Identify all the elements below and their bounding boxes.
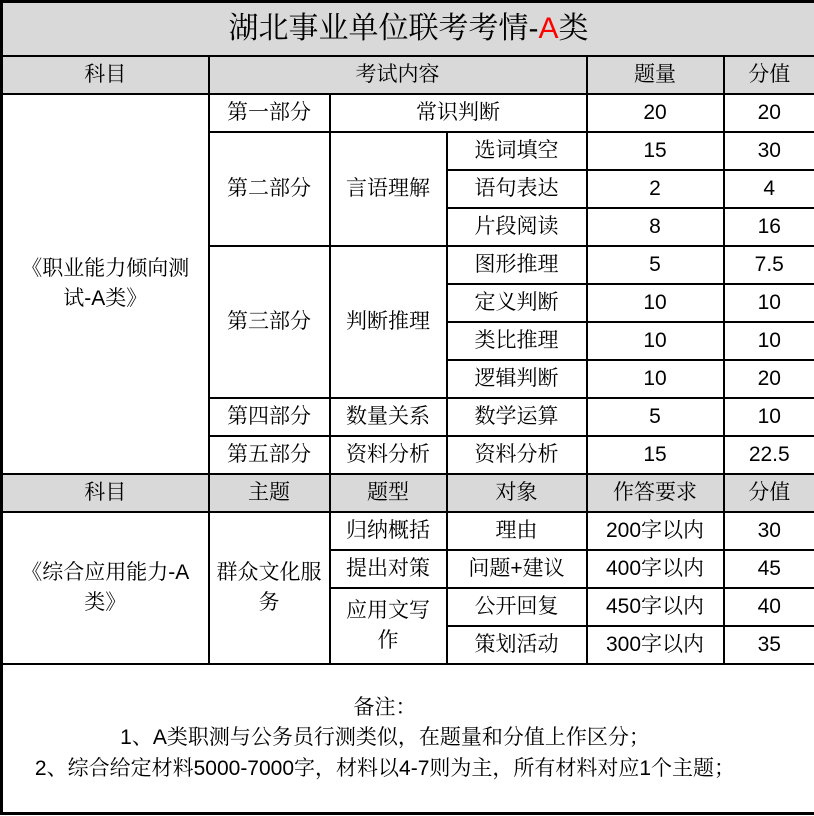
table1-qty-cell: 10 (587, 322, 724, 360)
table1-score-cell: 30 (724, 132, 814, 170)
table1-score-cell: 20 (724, 360, 814, 398)
table2-object-cell: 理由 (447, 512, 587, 550)
table2-object-cell: 问题+建议 (447, 550, 587, 588)
table1-module-cell: 常识判断 (330, 94, 587, 132)
table1-part-cell: 第二部分 (209, 132, 330, 246)
table2-header-row (2, 474, 814, 512)
table-row (2, 94, 814, 132)
table2-requirement-cell: 400字以内 (587, 550, 724, 588)
note-item-1: 1、A类职测与公务员行测类似，在题量和分值上作区分； (120, 726, 650, 750)
table2-type-cell: 归纳概括 (330, 512, 447, 550)
table1-module-cell: 资料分析 (330, 436, 447, 474)
table1-module-cell: 言语理解 (330, 132, 447, 246)
table2-object-cell: 公开回复 (447, 588, 587, 626)
table-row (2, 2, 814, 57)
table1-sub-cell: 类比推理 (447, 322, 587, 360)
table1-sub-cell: 图形推理 (447, 246, 587, 284)
table1-score-cell: 16 (724, 208, 814, 246)
table1-header-score: 分值 (724, 56, 814, 94)
table2-requirement-cell: 300字以内 (587, 626, 724, 664)
table2-score-cell: 35 (724, 626, 814, 664)
title-text-after: 类 (558, 12, 589, 46)
table1-header-content: 考试内容 (209, 56, 587, 94)
table-row (2, 512, 814, 550)
table1-qty-cell: 15 (587, 132, 724, 170)
table2-score-cell: 45 (724, 550, 814, 588)
table2-type-cell: 提出对策 (330, 550, 447, 588)
table2-requirement-cell: 200字以内 (587, 512, 724, 550)
table2-object-cell: 策划活动 (447, 626, 587, 664)
table1-sub-cell: 定义判断 (447, 284, 587, 322)
title-highlight-a: A (538, 12, 559, 46)
table2-header-score: 分值 (724, 474, 814, 512)
table1-score-cell: 4 (724, 170, 814, 208)
table1-module-cell: 判断推理 (330, 246, 447, 398)
table2-score-cell: 30 (724, 512, 814, 550)
table2-header-theme: 主题 (209, 474, 330, 512)
title-text-before: 湖北事业单位联考考情- (228, 12, 539, 46)
notes-label: 备注： (353, 695, 417, 719)
table2-requirement-cell: 450字以内 (587, 588, 724, 626)
table2-type-cell: 应用文写作 (330, 588, 447, 664)
table1-score-cell: 20 (724, 94, 814, 132)
table2-header-requirement: 作答要求 (587, 474, 724, 512)
table2-theme-cell: 群众文化服务 (209, 512, 330, 664)
note-item-2: 2、综合给定材料5000-7000字，材料以4-7则为主，所有材料对应1个主题； (34, 756, 736, 780)
table2-header-object: 对象 (447, 474, 587, 512)
table2-header-subject: 科目 (2, 474, 209, 512)
table1-sub-cell: 资料分析 (447, 436, 587, 474)
table1-qty-cell: 2 (587, 170, 724, 208)
table1-part-cell: 第三部分 (209, 246, 330, 398)
table1-header-row (2, 56, 814, 94)
table1-module-cell: 数量关系 (330, 398, 447, 436)
table1-sub-cell: 语句表达 (447, 170, 587, 208)
page-title (2, 2, 814, 57)
table1-qty-cell: 8 (587, 208, 724, 246)
table1-qty-cell: 15 (587, 436, 724, 474)
table1-subject-cell: 《职业能力倾向测试-A类》 (2, 94, 209, 474)
table1-part-cell: 第一部分 (209, 94, 330, 132)
notes-row (2, 664, 814, 814)
table1-header-quantity: 题量 (587, 56, 724, 94)
table1-score-cell: 10 (724, 322, 814, 360)
table2-header-type: 题型 (330, 474, 447, 512)
table2-subject-cell: 《综合应用能力-A类》 (2, 512, 209, 664)
table1-sub-cell: 逻辑判断 (447, 360, 587, 398)
table1-sub-cell: 数学运算 (447, 398, 587, 436)
table1-score-cell: 22.5 (724, 436, 814, 474)
table1-qty-cell: 5 (587, 398, 724, 436)
table1-qty-cell: 5 (587, 246, 724, 284)
table1-header-subject: 科目 (2, 56, 209, 94)
table1-score-cell: 10 (724, 284, 814, 322)
table1-part-cell: 第五部分 (209, 436, 330, 474)
notes-cell (2, 664, 814, 814)
table1-qty-cell: 10 (587, 360, 724, 398)
table1-qty-cell: 10 (587, 284, 724, 322)
table1-score-cell: 10 (724, 398, 814, 436)
table1-qty-cell: 20 (587, 94, 724, 132)
table1-sub-cell: 片段阅读 (447, 208, 587, 246)
table1-score-cell: 7.5 (724, 246, 814, 284)
table2-score-cell: 40 (724, 588, 814, 626)
table1-sub-cell: 选词填空 (447, 132, 587, 170)
table1-part-cell: 第四部分 (209, 398, 330, 436)
